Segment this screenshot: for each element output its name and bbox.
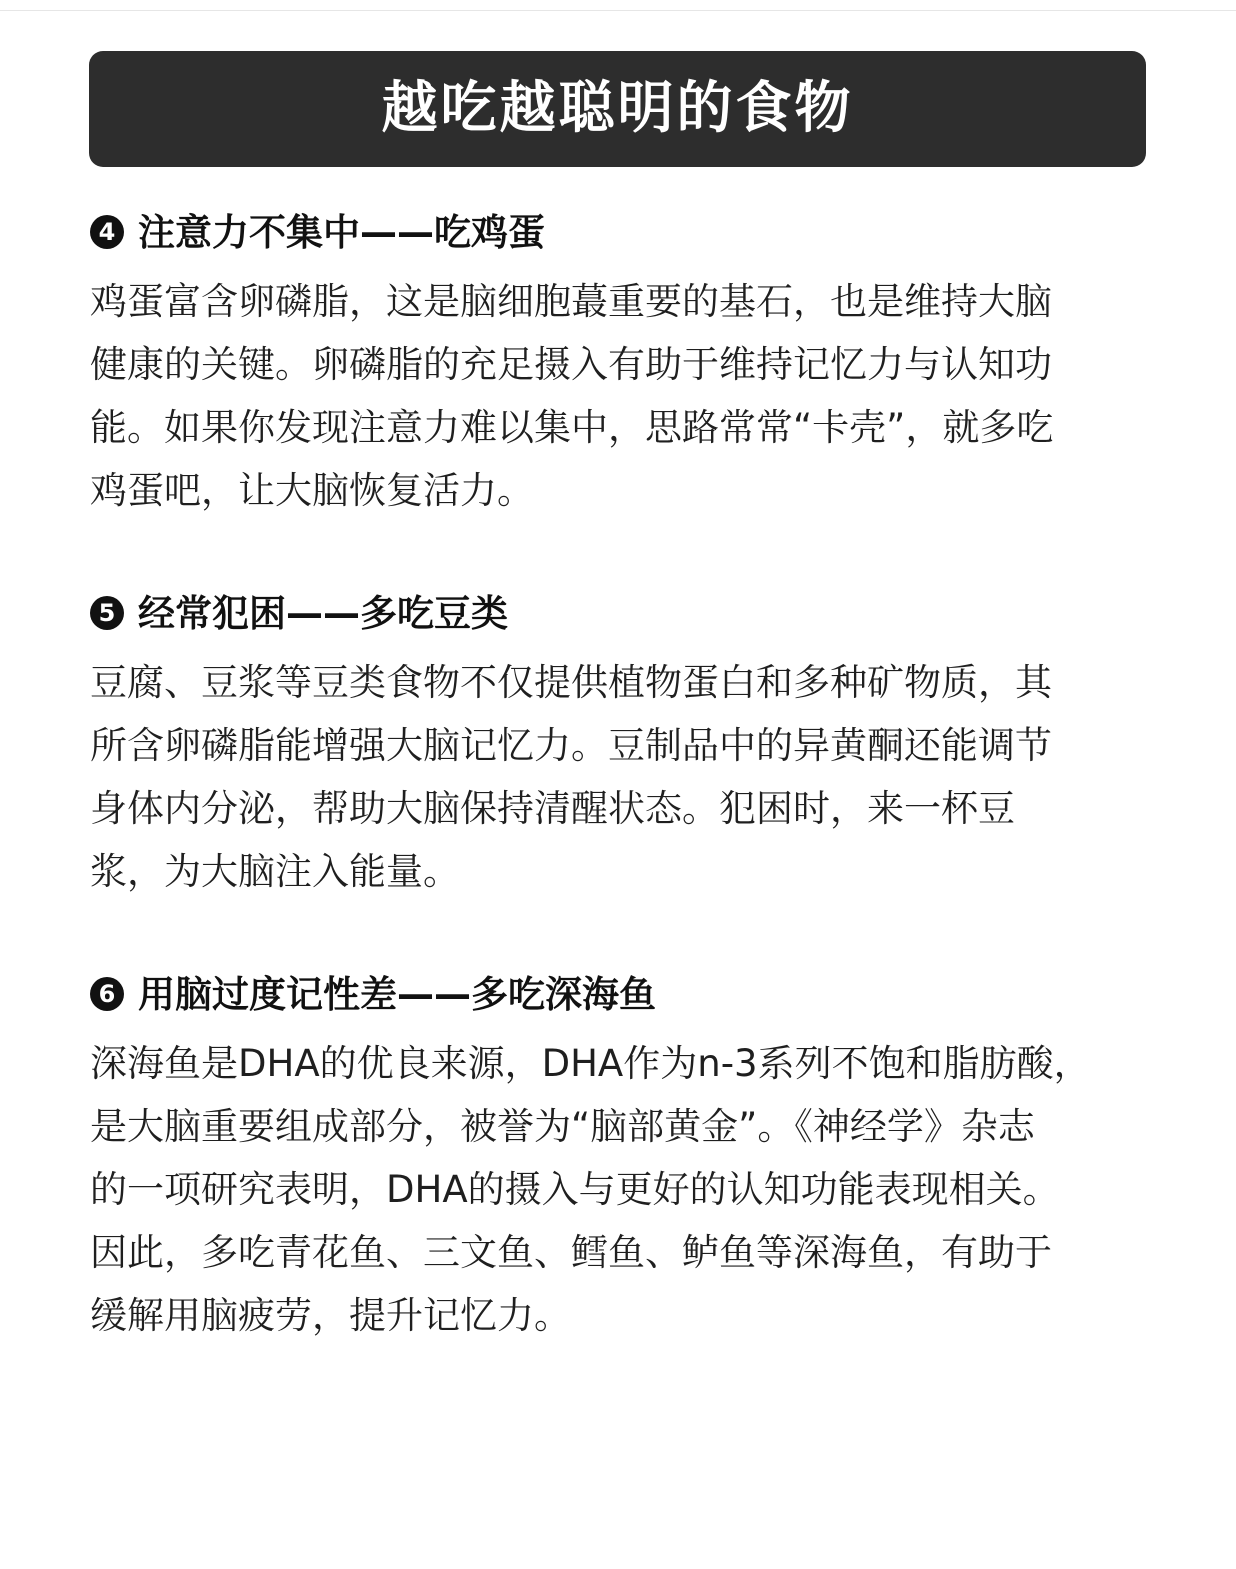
section-heading <box>90 969 1146 1019</box>
section-body <box>90 1032 1146 1347</box>
section-heading-text: 用脑过度记性差——多吃深海鱼 <box>138 972 656 1016</box>
section-heading-text: 注意力不集中——吃鸡蛋 <box>138 210 545 254</box>
body-line: 的一项研究表明，DHA的摄入与更好的认知功能表现相关。 <box>90 1168 1060 1211</box>
body-line: 缓解用脑疲劳，提升记忆力。 <box>90 1294 571 1337</box>
body-line: 浆，为大脑注入能量。 <box>90 850 460 893</box>
section-heading <box>90 588 1146 638</box>
body-line: 能。如果你发现注意力难以集中，思路常常“卡壳”，就多吃 <box>90 406 1054 449</box>
section-body <box>90 651 1146 903</box>
number-badge: 5 <box>90 596 124 630</box>
body-line: 豆腐、豆浆等豆类食物不仅提供植物蛋白和多种矿物质，其 <box>90 661 1052 704</box>
body-line: 健康的关键。卵磷脂的充足摄入有助于维持记忆力与认知功 <box>90 343 1052 386</box>
section-heading-text: 经常犯困——多吃豆类 <box>138 591 508 635</box>
body-line: 深海鱼是DHA的优良来源，DHA作为n-3系列不饱和脂肪酸， <box>90 1042 1091 1085</box>
section-fish <box>90 969 1146 1347</box>
page-title: 越吃越聪明的食物 <box>381 76 854 141</box>
number-badge: 4 <box>90 215 124 249</box>
section-egg <box>90 207 1146 522</box>
top-divider <box>0 10 1236 11</box>
body-line: 是大脑重要组成部分，被誉为“脑部黄金”。《神经学》杂志 <box>90 1105 1035 1148</box>
title-banner <box>89 51 1146 167</box>
number-badge: 6 <box>90 977 124 1011</box>
body-line: 身体内分泌，帮助大脑保持清醒状态。犯困时，来一杯豆 <box>90 787 1015 830</box>
section-beans <box>90 588 1146 903</box>
body-line: 鸡蛋富含卵磷脂，这是脑细胞蕞重要的基石，也是维持大脑 <box>90 280 1052 323</box>
section-body <box>90 270 1146 522</box>
body-line: 鸡蛋吧，让大脑恢复活力。 <box>90 469 534 512</box>
section-heading <box>90 207 1146 257</box>
body-line: 所含卵磷脂能增强大脑记忆力。豆制品中的异黄酮还能调节 <box>90 724 1052 767</box>
body-line: 因此，多吃青花鱼、三文鱼、鳕鱼、鲈鱼等深海鱼，有助于 <box>90 1231 1052 1274</box>
